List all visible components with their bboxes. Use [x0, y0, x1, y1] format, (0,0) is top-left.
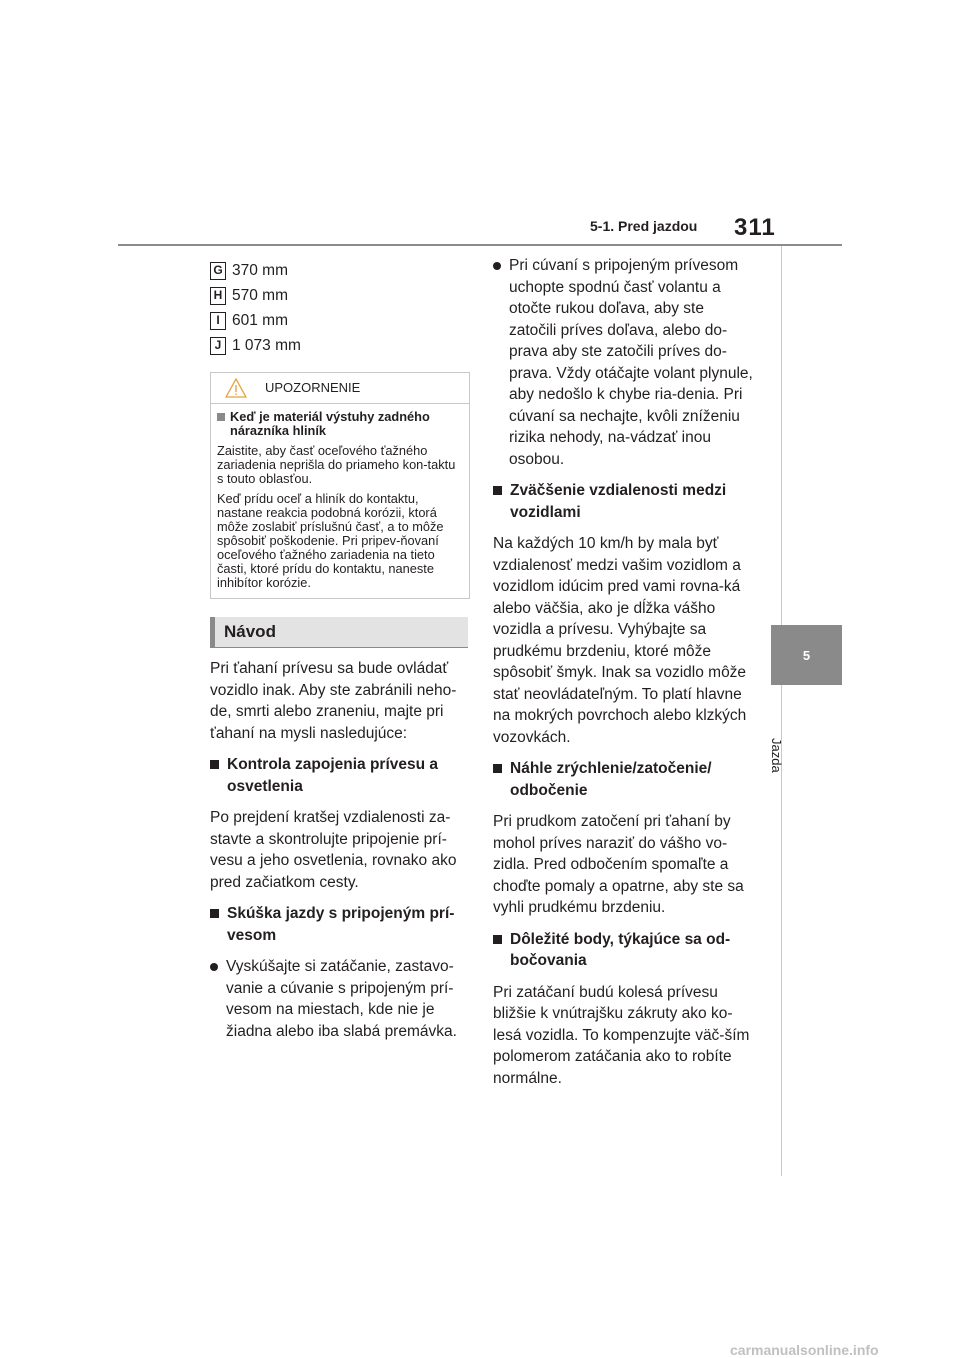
paragraph: Po prejdení kratšej vzdialenosti za-stavte a skontrolujte pripojenie prí-vesu a jeho osvetlenia, rovnako ako pred začiatkom cesty.: [210, 809, 457, 891]
bullet-item: Vyskúšajte si zatáčanie, zastavo-vanie a cúvanie s pripojeným prí-vesom na miestach, kde nie je žiadna alebo iba slabá premávka.: [210, 956, 472, 1042]
dimension-letter: J: [210, 337, 226, 355]
dimension-list: [210, 258, 472, 358]
page-number: 311: [734, 214, 776, 241]
chapter-label: Jazda: [769, 738, 784, 773]
caution-header: [211, 373, 469, 404]
subheading: Dôležité body, týkajúce sa od-bočovania: [493, 929, 755, 972]
dimension-letter: H: [210, 287, 226, 305]
square-bullet-icon: [210, 909, 219, 918]
dimension-value: 1 073 mm: [232, 336, 301, 354]
square-bullet-icon: [217, 413, 225, 421]
header-divider: [118, 244, 842, 246]
subheading: Zväčšenie vzdialenosti medzi vozidlami: [493, 480, 755, 523]
bullet-item: Pri cúvaní s pripojeným prívesom uchopte spodnú časť volantu a otočte rukou doľava, aby ste zatočili príves doľava, alebo do-prava aby ste zatočili príves do-prava. Vždy otáčajte volant plynule, aby nedošlo k chybe ria-denia. Pri cúvaní sa nechajte, kvôli zníženiu rizika nehody, na-vádzať inou osobou.: [493, 255, 755, 470]
paragraph: Pri zatáčaní budú kolesá prívesu bližšie k vnútrajšku zákruty ako ko-lesá vozidla. To kompenzujte väč-ším polomerom zatáčania ako to robíte normálne.: [493, 983, 750, 1087]
square-bullet-icon: [493, 486, 502, 495]
dimension-item: [210, 283, 472, 308]
paragraph: Na každých 10 km/h by mala byť vzdialenosť medzi vašim vozidlom a vozidlom idúcim pred vami rovna-ká alebo väčšia, ako je dĺžka vášho vozidla a prívesu. Vyhýbajte sa prudkému brzdeniu, ktoré môže spôsobiť šmyk. Inak sa vozidlo môže stať neovládateľným. To platí hlavne na mokrých povrchoch alebo klzkých vozovkách.: [493, 535, 747, 746]
intro-paragraph: Pri ťahaní prívesu sa bude ovládať vozidlo inak. Aby ste zabránili neho-de, smrti alebo zraneniu, majte pri ťahaní na mysli nasledujúce:: [210, 660, 457, 742]
left-column: [210, 258, 472, 1042]
warning-icon: [225, 378, 247, 398]
right-column: [493, 255, 755, 1089]
dimension-value: 370 mm: [232, 261, 288, 279]
dimension-letter: G: [210, 262, 226, 280]
dimension-item: [210, 308, 472, 333]
square-bullet-icon: [210, 760, 219, 769]
caution-title: Keď je materiál výstuhy zadného nárazníka hliník: [217, 410, 461, 438]
section-title: 5-1. Pred jazdou: [590, 218, 698, 234]
dimension-item: [210, 333, 472, 358]
chapter-number: 5: [802, 647, 811, 663]
bullet-dot-icon: [210, 963, 218, 971]
watermark: carmanualsonline.info: [730, 1342, 879, 1358]
bullet-dot-icon: [493, 262, 501, 270]
section-heading: Návod: [210, 617, 468, 647]
heading-underline: [210, 647, 468, 648]
caution-paragraph: Zaistite, aby časť oceľového ťažného zariadenia neprišla do priameho kon-taktu s touto oblasťou.: [217, 443, 456, 486]
caution-heading: UPOZORNENIE: [265, 380, 361, 396]
square-bullet-icon: [493, 935, 502, 944]
dimension-letter: I: [210, 312, 226, 330]
subheading: Náhle zrýchlenie/zatočenie/ odbočenie: [493, 758, 755, 801]
caution-paragraph: Keď prídu oceľ a hliník do kontaktu, nastane reakcia podobná korózii, ktorá môže zoslabiť príslušnú časť, a to môže spôsobiť poškodenie. Pri pripev-ňovaní oceľového ťažného zariadenia na tieto časti, ktoré prídu do kontaktu, naneste inhibítor korózie.: [217, 491, 444, 590]
chapter-tab[interactable]: [771, 625, 842, 685]
subheading: Skúška jazdy s pripojeným prí-vesom: [210, 903, 472, 946]
square-bullet-icon: [493, 764, 502, 773]
subheading: Kontrola zapojenia prívesu a osvetlenia: [210, 754, 472, 797]
caution-box: [210, 372, 470, 599]
dimension-item: [210, 258, 472, 283]
dimension-value: 601 mm: [232, 311, 288, 329]
dimension-value: 570 mm: [232, 286, 288, 304]
paragraph: Pri prudkom zatočení pri ťahaní by mohol príves naraziť do vášho vo-zidla. Pred odbočením spomaľte a choďte pomaly a opatrne, aby ste sa vyhli prudkému brzdeniu.: [493, 813, 744, 916]
